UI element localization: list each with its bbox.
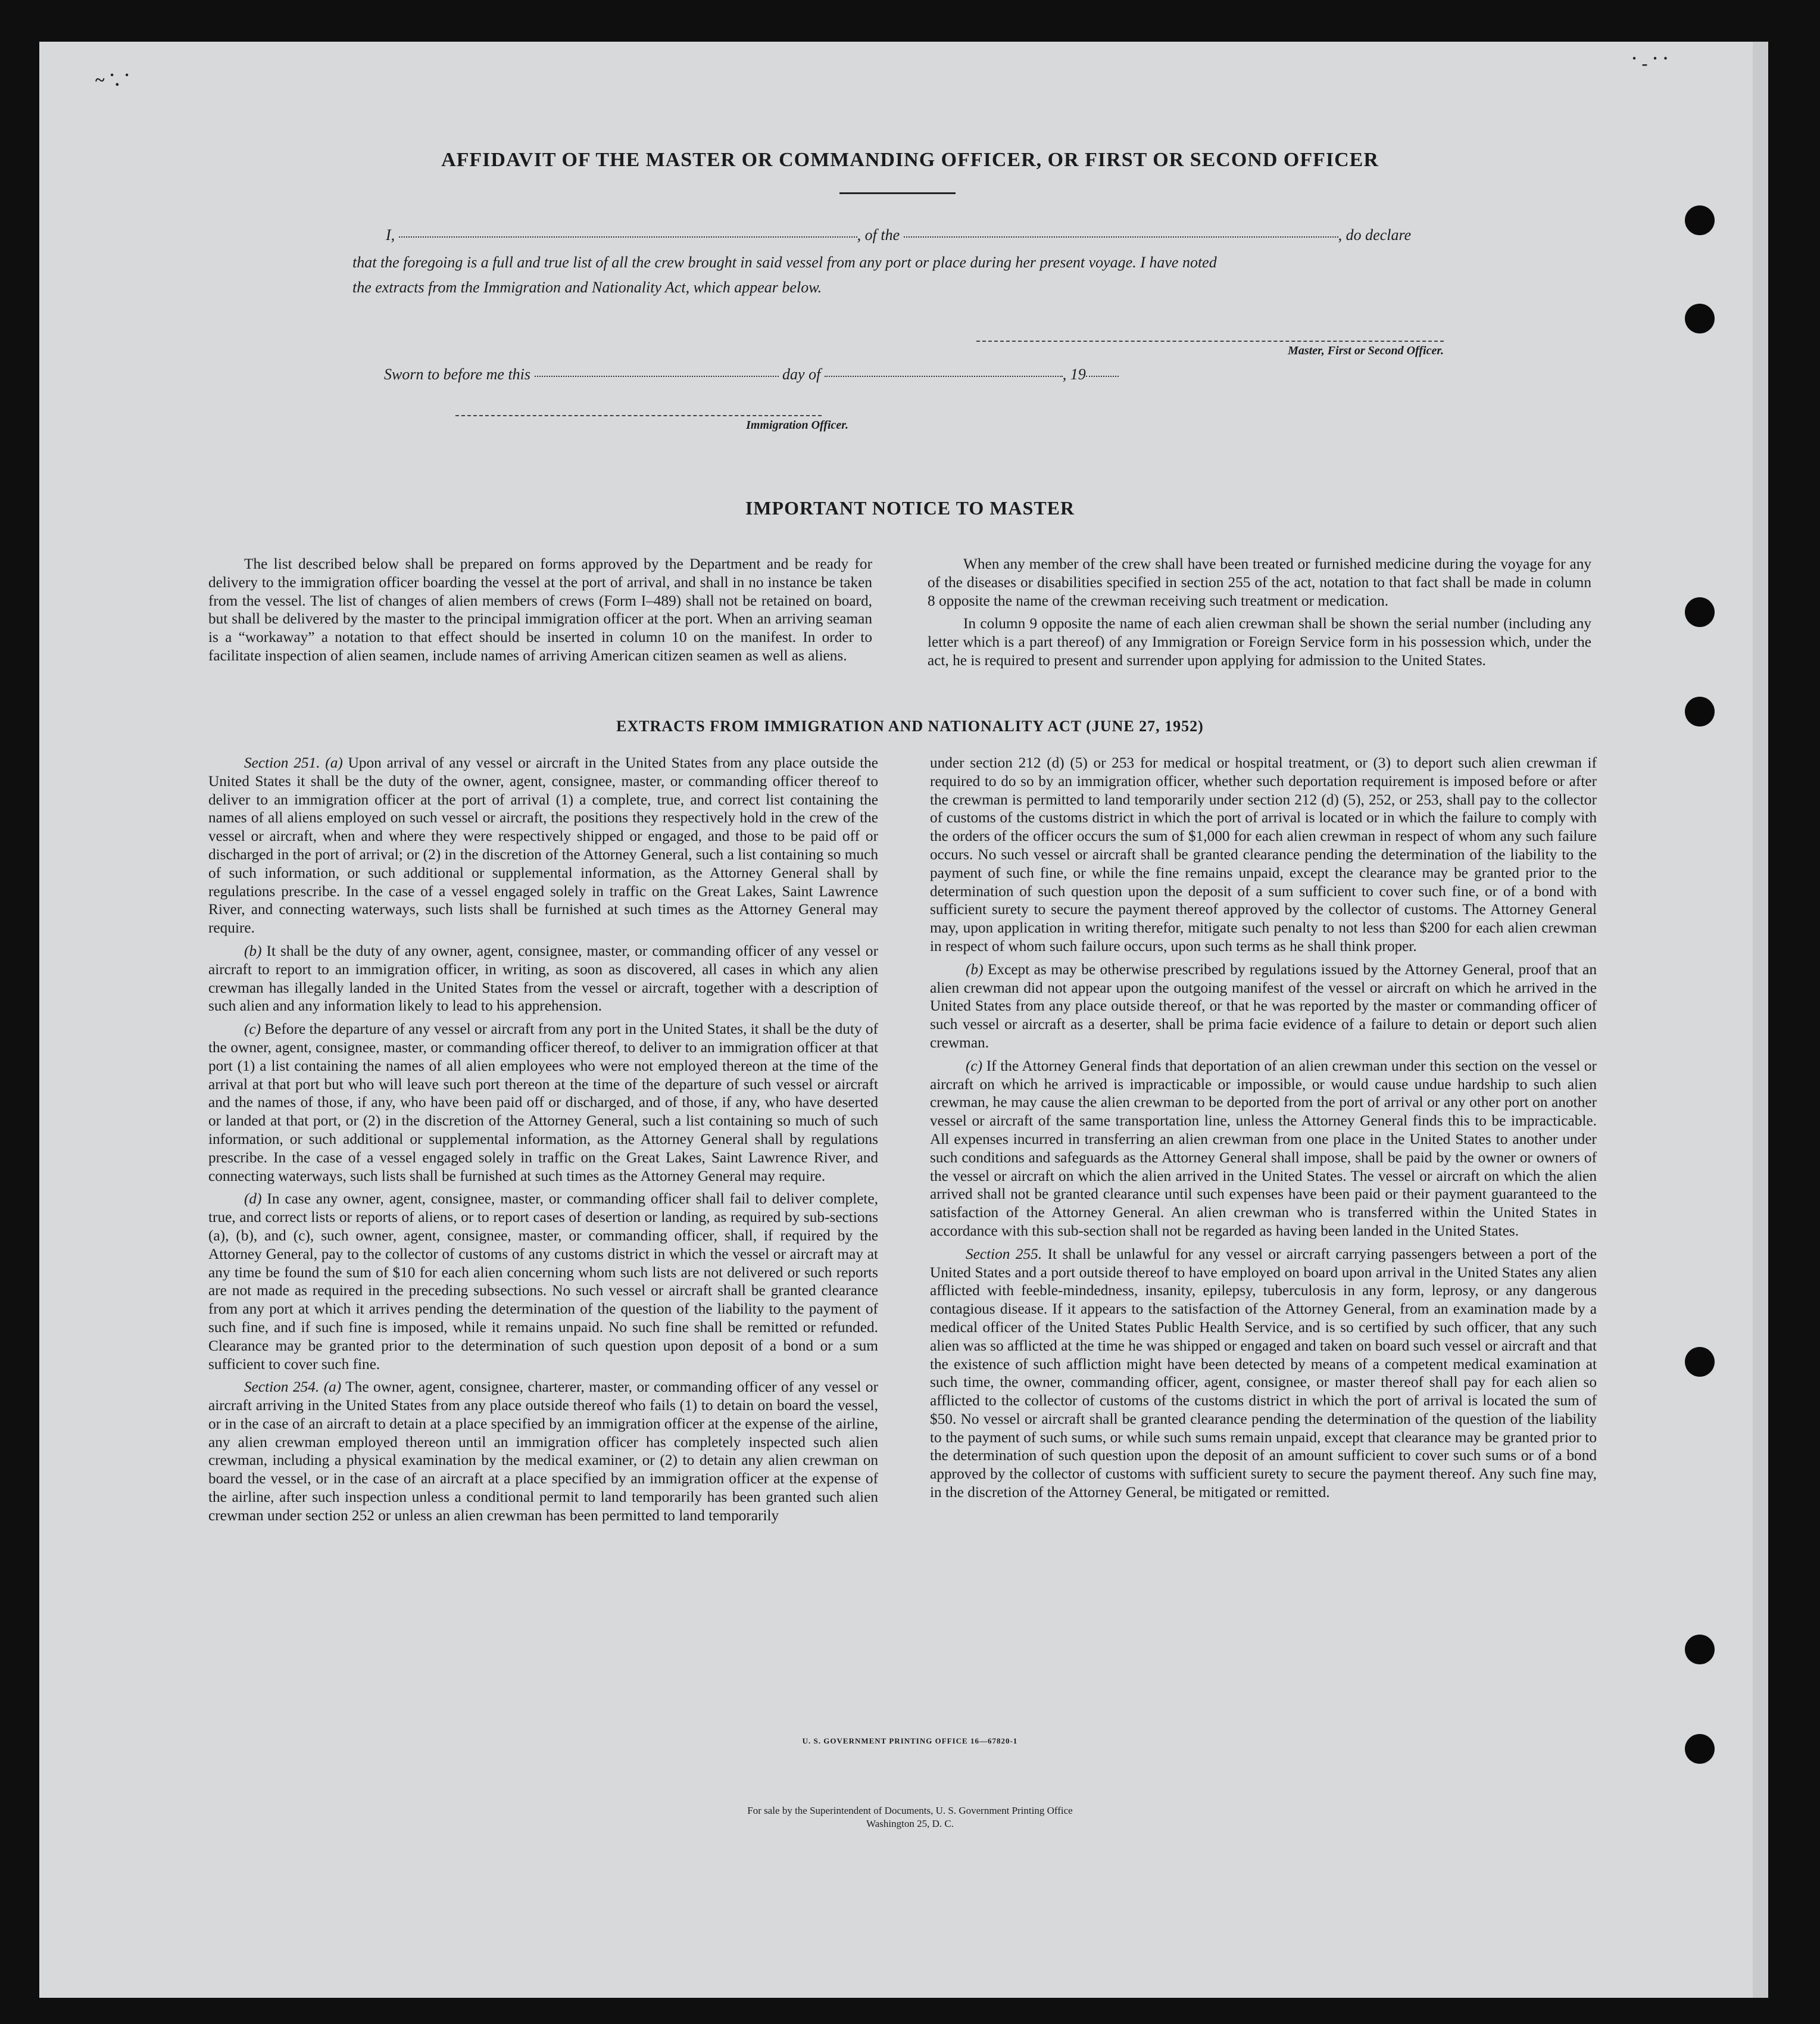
- section-251c-label: (c): [244, 1021, 261, 1038]
- i-label: I,: [386, 226, 395, 244]
- of-the-label: , of the: [857, 226, 900, 244]
- section-254a-label: Section 254. (a): [244, 1379, 342, 1396]
- section-251d-text: In case any owner, agent, consignee, master, or commanding officer shall fail to deliver complete, true, and correct lists or reports of aliens, or to report cases of desertion or landing, as required by sub-sections (a), (b), and (c), such owner, agent, consignee, master, or commanding officer, shall, if required by the Attorney General, pay to the collector of customs of any customs district in which the vessel or aircraft may at any time be found the sum of $10 for each alien concerning whom such lists are not delivered or such reports are not made as required in the preceding subsections. No such vessel or aircraft shall be granted clearance from any port at which it arrives pending the determination of the question of the liability to the payment of such fine, and if such fine is imposed, while it remains unpaid. No such fine shall be remitted or refunded. Clearance may be granted prior to the determination of such question upon deposit of a bond or a sum sufficient to cover such fine.: [208, 1190, 878, 1373]
- section-254b: [930, 960, 1597, 1052]
- punch-hole: [1685, 205, 1715, 235]
- notice-serial-paragraph: In column 9 opposite the name of each alien crewman shall be shown the serial number (including any letter which is a part thereof) of any Immigration or Foreign Service form in his possession which, under the act, he is required to present and surrender upon applying for admission to the United States.: [928, 615, 1591, 669]
- sale-notice-line1: For sale by the Superintendent of Documents, U. S. Government Printing Office: [747, 1805, 1073, 1816]
- gpo-imprint: U. S. GOVERNMENT PRINTING OFFICE 16—67820-1: [802, 1736, 1018, 1745]
- officer-signature-line[interactable]: [455, 415, 822, 416]
- section-254c-text: If the Attorney General finds that deportation of an alien crewman under this section on the vessel or aircraft on which he arrived is impracticable or impossible, or would cause undue hardship to such alien crewman, he may cause the alien crewman to be deported from the port of arrival or any other port on another vessel or aircraft of the same transportation line, unless the Attorney General finds this to be impracticable. All expenses incurred in transferring an alien crewman from one place in the United States to another under such conditions and safeguards as the Attorney General shall impose, shall be paid by the owner or owners of the vessel or aircraft on which the alien arrived in the United States. The vessel or aircraft on which the alien arrived shall not be granted clearance until such expenses have been paid or their payment guaranteed to the satisfaction of the Attorney General. An alien crewman who is transferred within the United States in accordance with this sub-section shall not be regarded as having been landed in the United States.: [930, 1057, 1597, 1239]
- section-254a-text: The owner, agent, consignee, charterer, master, or commanding officer of any vessel or aircraft arriving in the United States from any place outside thereof who fails (1) to detain on board the vessel, or in the case of an aircraft to detain at a place specified by an immigration officer at the expense of the airline, any alien crewman employed thereon until an immigration officer has completely inspected such alien crewman, including a physical examination by the medical examiner, or (2) to detain any alien crewman on board the vessel, or in the case of an aircraft at a place specified by an immigration officer at the expense of the airline, after such inspection unless a conditional permit to land temporarily has been granted such alien crewman under section 252 or unless an alien crewman has been permitted to land temporarily: [208, 1379, 879, 1524]
- notice-title: IMPORTANT NOTICE TO MASTER: [745, 497, 1075, 519]
- section-251d-label: (d): [244, 1190, 262, 1208]
- section-251b-label: (b): [244, 942, 262, 959]
- sworn-year-blank[interactable]: [1086, 375, 1119, 377]
- sale-notice-line2: Washington 25, D. C.: [866, 1818, 954, 1829]
- section-254b-label: (b): [966, 960, 984, 978]
- year-label: , 19: [1062, 366, 1086, 383]
- section-255-text: It shall be unlawful for any vessel or aircraft carrying passengers between a port of the United States and a port outside thereof to have employed on board upon arrival in the United States any alien afflicted with feeble-mindedness, insanity, epilepsy, tuberculosis in any form, leprosy, or any dangerous contagious disease. If it appears to the satisfaction of the Attorney General, from an examination made by a medical officer of the United States Public Health Service, and is so certified by such officer, that any such alien was so afflicted at the time he was shipped or engaged and taken on board such vessel or aircraft and that the existence of such affliction might have been detected by means of a competent medical examination at such time, the owner, commanding officer, agent, consignee, or master thereof shall pay for each alien so afflicted to the collector of customs of the customs district in which the port of arrival is located the sum of $50. No vessel or aircraft shall be granted clearance pending the determination of the question of the liability to the payment of such sums, or while such sums remain unpaid, except that clearance may be granted prior to the determination of such question upon the deposit of an amount sufficient to cover such sums or of a bond approved by the collector of customs with sufficient surety to secure the payment thereof. Any such fine may, in the discretion of the Attorney General, be mitigated or remitted.: [930, 1245, 1597, 1501]
- section-251a: [208, 754, 878, 937]
- master-caption: Master, First or Second Officer.: [1288, 344, 1444, 357]
- declare-label: , do declare: [1338, 226, 1412, 244]
- punch-hole: [1685, 304, 1715, 333]
- name-blank[interactable]: [399, 236, 857, 238]
- section-254c: [930, 1057, 1597, 1240]
- page-edge: [1753, 42, 1768, 1998]
- punch-hole: [1685, 1347, 1715, 1377]
- section-255-label: Section 255.: [966, 1245, 1042, 1262]
- section-255: [930, 1245, 1597, 1502]
- ink-speck: ~ ˙. ˙: [95, 70, 130, 90]
- section-254a-continued: under section 212 (d) (5) or 253 for medical or hospital treatment, or (3) to deport such alien crewman if required to do so by an immigration officer, whether such deportation requirement is imposed before or after the crewman is permitted to land temporarily under section 212 (d) (5), 252, or 253, shall pay to the collector of customs of the customs district in which the port of arrival is located or in which the failure to comply with the orders of the officer occurs the sum of $1,000 for each alien crewman in respect of whom any such failure occurs. No such vessel or aircraft shall be granted clearance pending the determination of the liability to the payment of such fine, or while the fine remains unpaid, except the clearance may be granted prior to the determination of such question upon the deposit of a sum sufficient to cover such fine, or of a bond with sufficient surety to secure the payment thereof approved by the collector of customs. The Attorney General may, upon application in writing therefor, mitigate such penalty to not less than $200 for each alien crewman in respect of whom such failure occurs, upon such terms as he shall think proper.: [930, 754, 1597, 955]
- extracts-left-column: [208, 754, 878, 1530]
- sworn-month-blank[interactable]: [825, 375, 1063, 377]
- declaration-text-line2: that the foregoing is a full and true list of all the crew brought in said vessel from any port or place during her present voyage. I have noted: [352, 254, 1217, 271]
- notice-medicine-paragraph: When any member of the crew shall have been treated or furnished medicine during the voyage for any of the diseases or disabilities specified in section 255 of the act, notation to that fact shall be made in column 8 opposite the name of the crewman receiving such treatment or medication.: [928, 556, 1591, 609]
- vessel-blank[interactable]: [904, 236, 1338, 238]
- extracts-title: EXTRACTS FROM IMMIGRATION AND NATIONALITY ACT (JUNE 27, 1952): [616, 718, 1204, 735]
- ink-speck: ˙ ‐ ˙ ˙: [1631, 54, 1669, 73]
- section-254c-label: (c): [966, 1057, 983, 1074]
- section-254a: [208, 1378, 878, 1524]
- section-251c: [208, 1020, 878, 1185]
- extracts-right-column: [930, 754, 1597, 1507]
- section-251b-text: It shall be the duty of any owner, agent, consignee, master, or commanding officer of any vessel or aircraft to report to an immigration officer, in writing, as soon as discovered, all cases in which any alien crewman has illegally landed in the United States from the vessel or aircraft, together with a description of such alien and any information likely to lead to his apprehension.: [208, 942, 878, 1015]
- section-254b-text: Except as may be otherwise prescribed by regulations issued by the Attorney General, proof that an alien crewman did not appear upon the outgoing manifest of the vessel or aircraft on which he arrived in the United States from any place outside thereof, or that he was reported by the master or commanding officer of such vessel or aircraft as a deserter, shall be prima facie evidence of a failure to detain or deport such alien crewman.: [930, 960, 1597, 1051]
- notice-left-column: [208, 555, 872, 670]
- notice-right-column: [928, 555, 1591, 675]
- sworn-label: Sworn to before me this: [384, 366, 531, 383]
- section-251b: [208, 942, 878, 1015]
- affidavit-title: AFFIDAVIT OF THE MASTER OR COMMANDING OFFICER, OR FIRST OR SECOND OFFICER: [441, 149, 1379, 171]
- title-underline: [839, 192, 956, 194]
- declaration-line: [386, 223, 1451, 248]
- sworn-line: [384, 362, 1218, 387]
- section-251d: [208, 1190, 878, 1373]
- section-251a-label: Section 251. (a): [244, 754, 343, 771]
- notice-left-paragraph: The list described below shall be prepared on forms approved by the Department and be ready for delivery to the immigration officer boarding the vessel at the port of arrival, and shall in no instance be taken from the vessel. The list of changes of alien members of crews (Form I–489) shall not be retained on board, but shall be delivered by the master to the principal immigration officer at the port. When an arriving seaman is a “workaway” a notation to that effect should be inserted in column 10 on the manifest. In order to facilitate inspection of alien seamen, include names of arriving American citizen seamen as well as aliens.: [208, 556, 872, 664]
- punch-hole: [1685, 597, 1715, 627]
- officer-caption: Immigration Officer.: [746, 419, 848, 432]
- punch-hole: [1685, 1635, 1715, 1664]
- declaration-text-line3: the extracts from the Immigration and Nationality Act, which appear below.: [352, 279, 822, 296]
- day-of-label: day of: [782, 366, 821, 383]
- section-251c-text: Before the departure of any vessel or aircraft from any port in the United States, it shall be the duty of the owner, agent, consignee, master, or commanding officer thereof, to deliver to an immigration officer at that port (1) a list containing the names of all alien employees who were not employed thereon at the time of the arrival at that port but who will leave such port thereon at the time of the departure of such vessel or aircraft and the names of those, if any, who have been paid off or discharged, and of those, if any, who have deserted or landed at that port, or (2) in the discretion of the Attorney General, such a list containing so much of such information, or such additional or supplemental information, as the Attorney General shall by regulations prescribe. In the case of a vessel engaged solely in traffic on the Great Lakes, Saint Lawrence River, and connecting waterways, such lists shall be furnished at such times as the Attorney General may require.: [208, 1021, 878, 1184]
- section-251a-text: Upon arrival of any vessel or aircraft in the United States from any place outside the United States it shall be the duty of the owner, agent, consignee, master, or commanding officer thereof to deliver to an immigration officer at the port of arrival (1) a complete, true, and correct list containing the names of all aliens employed on such vessel or aircraft, the positions they respectively hold in the crew of the vessel or aircraft, when and where they were respectively shipped or engaged, and those to be paid off or discharged in the port of arrival; or (2) in the discretion of the Attorney General, such a list containing so much of such information, or such additional or supplemental information, as the Attorney General shall by regulations prescribe. In the case of a vessel engaged solely in traffic on the Great Lakes, Saint Lawrence River, and connecting waterways, such lists shall be furnished at such times as the Attorney General may require.: [208, 754, 878, 937]
- master-signature-line[interactable]: [976, 341, 1444, 342]
- sworn-day-blank[interactable]: [535, 375, 779, 377]
